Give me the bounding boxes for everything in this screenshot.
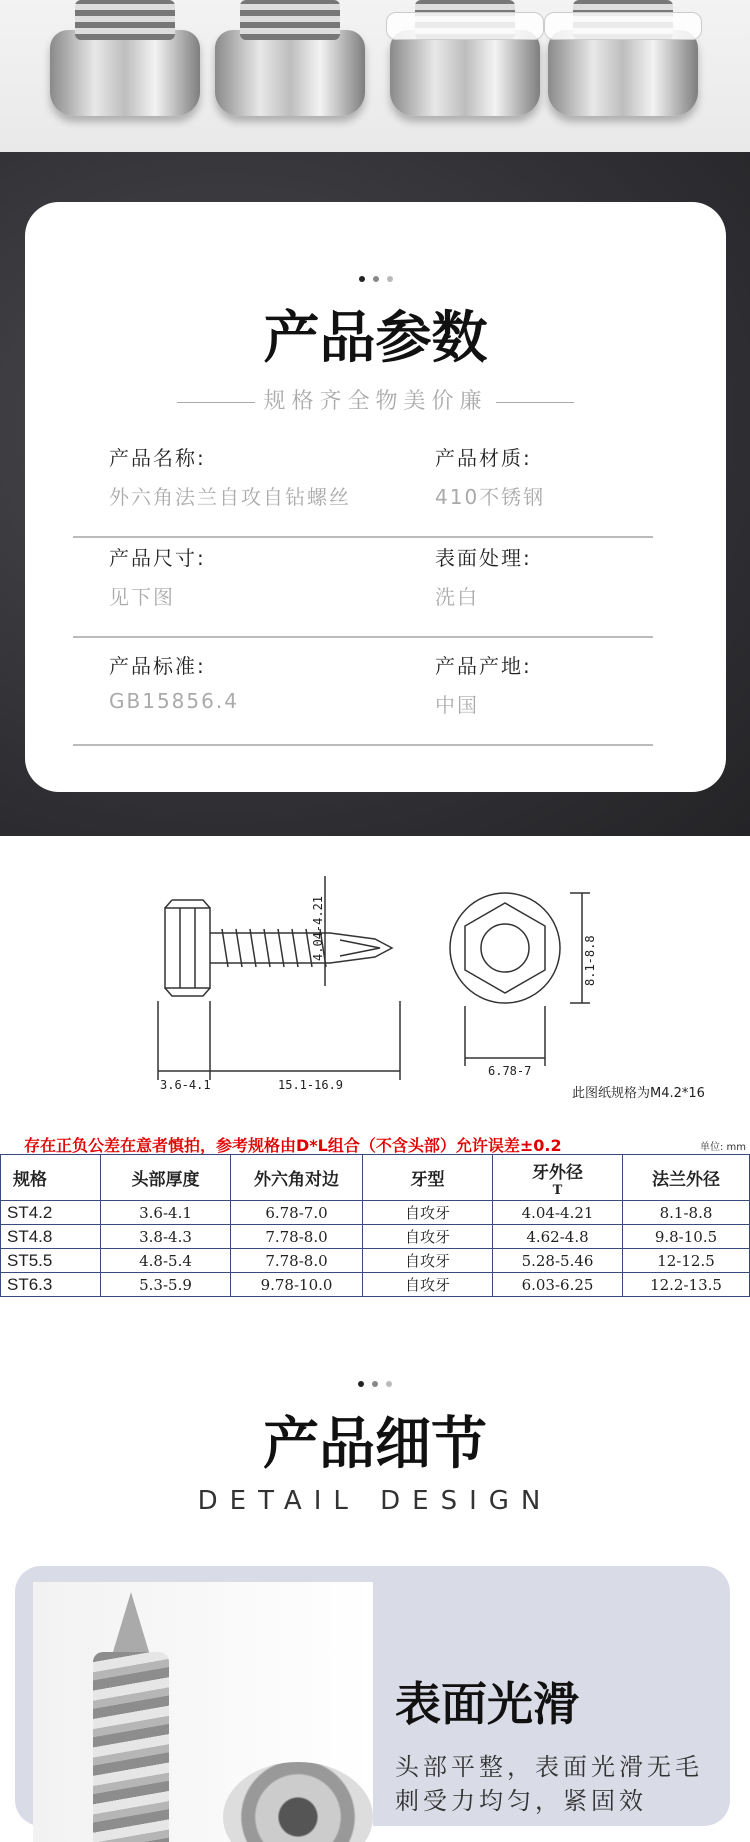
table-cell: 7.78-8.0 bbox=[231, 1249, 363, 1273]
table-cell: 自攻牙 bbox=[363, 1249, 493, 1273]
table-cell: 3.6-4.1 bbox=[101, 1201, 231, 1225]
flange-nut-image bbox=[215, 30, 365, 116]
param-value: 外六角法兰自攻自钻螺丝 bbox=[109, 485, 351, 509]
table-header: 外六角对边 bbox=[231, 1155, 363, 1201]
unit-label: 单位: mm bbox=[700, 1142, 747, 1153]
table-cell: 4.04-4.21 bbox=[493, 1201, 623, 1225]
param-value: 洗白 bbox=[435, 585, 479, 609]
table-cell: 6.03-6.25 bbox=[493, 1273, 623, 1297]
param-item bbox=[435, 650, 532, 718]
table-header: 头部厚度 bbox=[101, 1155, 231, 1201]
table-cell: 6.78-7.0 bbox=[231, 1201, 363, 1225]
table-cell: 8.1-8.8 bbox=[623, 1201, 750, 1225]
param-value: 见下图 bbox=[109, 585, 175, 609]
param-label: 表面处理: bbox=[435, 546, 532, 570]
flange-nut-image bbox=[390, 30, 540, 116]
technical-drawing bbox=[0, 836, 750, 1136]
table-cell: 12.2-13.5 bbox=[623, 1273, 750, 1297]
param-label: 产品名称: bbox=[109, 446, 206, 470]
table-header: 法兰外径 bbox=[623, 1155, 750, 1201]
tolerance-notice: 存在正负公差在意者慎拍，参考规格由D*L组合（不含头部）允许误差±0.2 bbox=[24, 1136, 562, 1155]
drawing-note: 此图纸规格为M4.2*16 bbox=[572, 1086, 705, 1101]
table-cell: ST6.3 bbox=[1, 1273, 101, 1297]
param-value: 中国 bbox=[435, 693, 479, 717]
param-row bbox=[73, 650, 653, 746]
param-value: GB15856.4 bbox=[109, 689, 239, 713]
spec-table bbox=[0, 1154, 750, 1297]
screw-head-shape bbox=[223, 1762, 373, 1842]
table-cell: 12-12.5 bbox=[623, 1249, 750, 1273]
param-value: 410不锈钢 bbox=[435, 485, 546, 509]
flange-nut-image bbox=[50, 30, 200, 116]
flange-nut-image bbox=[548, 30, 698, 116]
table-cell: 3.8-4.3 bbox=[101, 1225, 231, 1249]
screw-closeup-image bbox=[33, 1582, 373, 1842]
table-header: 规格 bbox=[1, 1155, 101, 1201]
section-title: 产品参数 bbox=[263, 306, 488, 371]
table-cell: 4.62-4.8 bbox=[493, 1225, 623, 1249]
dots-decoration bbox=[0, 1375, 750, 1391]
table-cell: 自攻牙 bbox=[363, 1225, 493, 1249]
param-label: 产品产地: bbox=[435, 654, 532, 678]
param-item bbox=[435, 542, 532, 610]
table-cell: 自攻牙 bbox=[363, 1201, 493, 1225]
param-label: 产品尺寸: bbox=[109, 546, 206, 570]
section-subtitle: DETAIL DESIGN bbox=[197, 1486, 553, 1516]
feature-text: 头部平整，表面光滑无毛刺受力均匀，紧固效 bbox=[395, 1753, 703, 1815]
dim-length: 15.1-16.9 bbox=[278, 1078, 344, 1092]
section-title: 产品细节 bbox=[263, 1412, 487, 1477]
dim-hex: 6.78-7 bbox=[488, 1064, 532, 1078]
param-item bbox=[109, 542, 206, 610]
param-label: 产品标准: bbox=[109, 654, 206, 678]
table-cell: ST4.8 bbox=[1, 1225, 101, 1249]
param-item bbox=[435, 442, 545, 510]
table-header-row bbox=[1, 1155, 750, 1201]
param-row bbox=[73, 442, 653, 538]
table-cell: 9.8-10.5 bbox=[623, 1225, 750, 1249]
header-text: 牙外径 bbox=[532, 1162, 583, 1183]
screw-body-shape bbox=[93, 1652, 169, 1842]
screw-tip-shape bbox=[113, 1592, 149, 1652]
table-row bbox=[1, 1249, 750, 1273]
dots-decoration bbox=[25, 270, 726, 286]
section-subtitle: 规格齐全物美价廉 bbox=[25, 384, 726, 415]
params-card bbox=[25, 202, 726, 792]
product-photo-strip bbox=[0, 0, 750, 152]
dim-head-height: 3.6-4.1 bbox=[160, 1078, 211, 1092]
table-cell: ST4.2 bbox=[1, 1201, 101, 1225]
table-row bbox=[1, 1225, 750, 1249]
table-row bbox=[1, 1201, 750, 1225]
table-header: 牙型 bbox=[363, 1155, 493, 1201]
dim-thread-dia: 4.04-4.21 bbox=[311, 895, 325, 961]
param-row bbox=[73, 542, 653, 638]
table-cell: 7.78-8.0 bbox=[231, 1225, 363, 1249]
table-header bbox=[493, 1155, 623, 1201]
dim-flange-dia: 8.1-8.8 bbox=[583, 935, 597, 986]
table-cell: ST5.5 bbox=[1, 1249, 101, 1273]
table-cell: 自攻牙 bbox=[363, 1273, 493, 1297]
param-item bbox=[109, 442, 351, 510]
params-section bbox=[0, 152, 750, 836]
table-cell: 4.8-5.4 bbox=[101, 1249, 231, 1273]
param-item bbox=[109, 650, 239, 713]
param-label: 产品材质: bbox=[435, 446, 532, 470]
table-cell: 5.28-5.46 bbox=[493, 1249, 623, 1273]
table-cell: 5.3-5.9 bbox=[101, 1273, 231, 1297]
table-cell: 9.78-10.0 bbox=[231, 1273, 363, 1297]
table-row bbox=[1, 1273, 750, 1297]
header-subtext: T bbox=[552, 1182, 563, 1198]
feature-title: 表面光滑 bbox=[395, 1677, 579, 1731]
